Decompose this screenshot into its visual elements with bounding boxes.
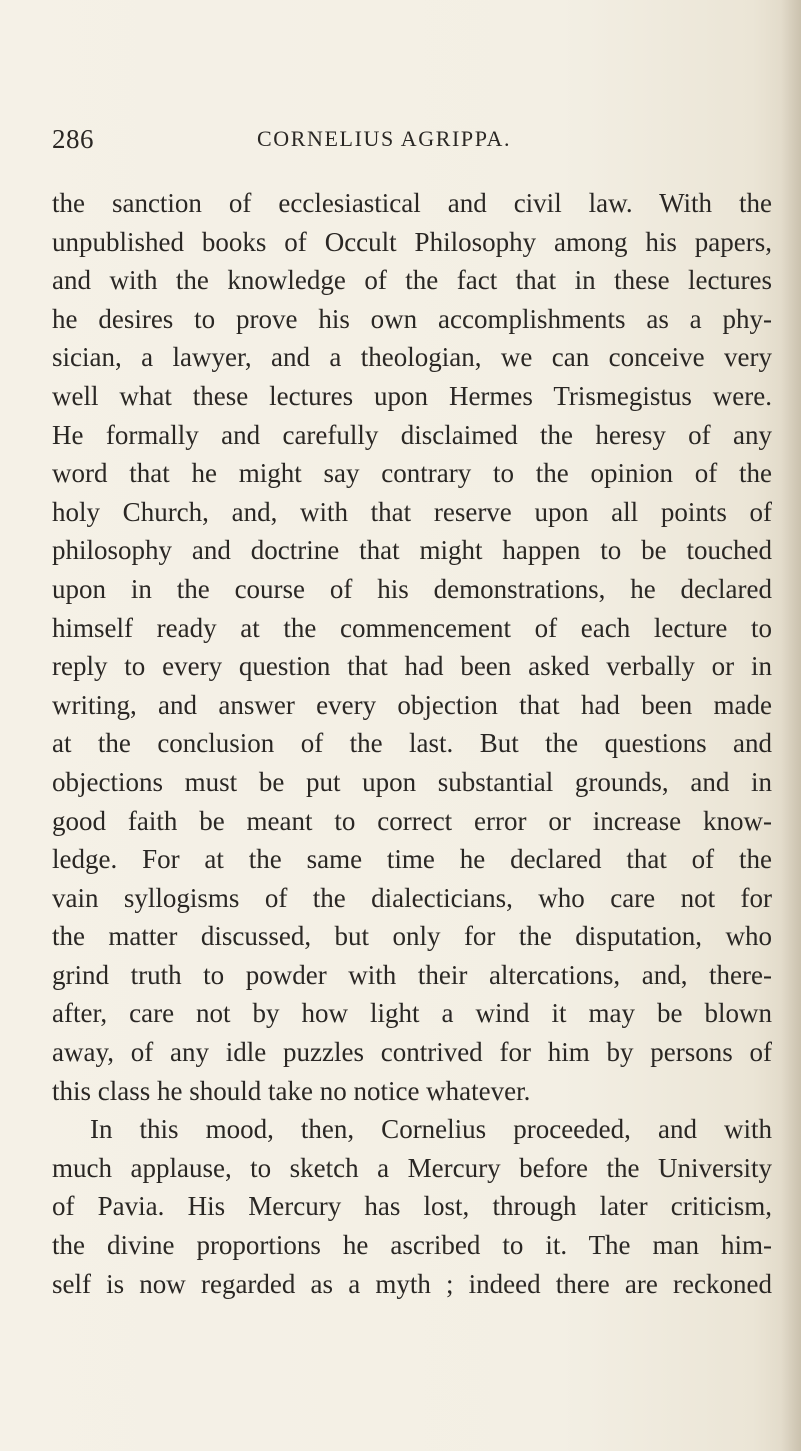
text-line: the matter discussed, but only for the disputation, who [52,921,772,952]
text-line: vain syllogisms of the dialecticians, who care not for [52,882,772,913]
text-line: away, of any idle puzzles contrived for him by persons of [52,1037,772,1068]
text-line: writing, and answer every objection that had been made [52,689,772,720]
text-line: He formally and carefully disclaimed the heresy of any [52,419,772,450]
text-line: the sanction of ecclesiastical and civil law. With the [52,188,772,218]
text-line: holy Church, and, with that reserve upon all points of [52,496,772,527]
text-line: he desires to prove his own accomplishments as a phy- [52,303,772,334]
text-line: at the conclusion of the last. But the questions and [52,728,772,759]
text-line: good faith be meant to correct error or increase know- [52,805,772,836]
running-head: CORNELIUS AGRIPPA. [257,126,512,151]
text-line: the divine proportions he ascribed to it. The man him- [52,1230,772,1261]
text-line: himself ready at the commencement of each lecture to [52,612,772,643]
text-line: of Pavia. His Mercury has lost, through later criticism, [52,1191,772,1222]
text-line: philosophy and doctrine that might happen to be touched [52,535,772,566]
text-line: well what these lectures upon Hermes Trismegistus were. [52,380,772,411]
text-line: sician, a lawyer, and a theologian, we can conceive very [52,342,772,373]
text-line: objections must be put upon substantial grounds, and in [52,766,772,797]
text-line: after, care not by how light a wind it may be blown [52,998,772,1029]
text-line: ledge. For at the same time he declared that of the [52,844,772,875]
text-line: upon in the course of his demonstrations, he declared [52,573,772,604]
text-line: word that he might say contrary to the opinion of the [52,458,772,489]
body-text [52,184,772,1303]
text-line: unpublished books of Occult Philosophy among his papers, [52,226,772,257]
page-edge-shadow [781,0,801,1451]
text-line: self is now regarded as a myth ; indeed there are reckoned [52,1268,772,1299]
page-number: 286 [52,124,94,154]
text-line: grind truth to powder with their altercations, and, there- [52,959,772,990]
text-line: and with the knowledge of the fact that in these lectures [52,265,772,296]
page-header [52,124,752,160]
text-line: much applause, to sketch a Mercury before the University [52,1152,772,1183]
text-line: reply to every question that had been asked verbally or in [52,651,772,682]
paragraph-start-line: In this mood, then, Cornelius proceeded, and with [90,1114,772,1145]
paragraph-end-line: this class he should take no notice whatever. [52,1075,531,1106]
